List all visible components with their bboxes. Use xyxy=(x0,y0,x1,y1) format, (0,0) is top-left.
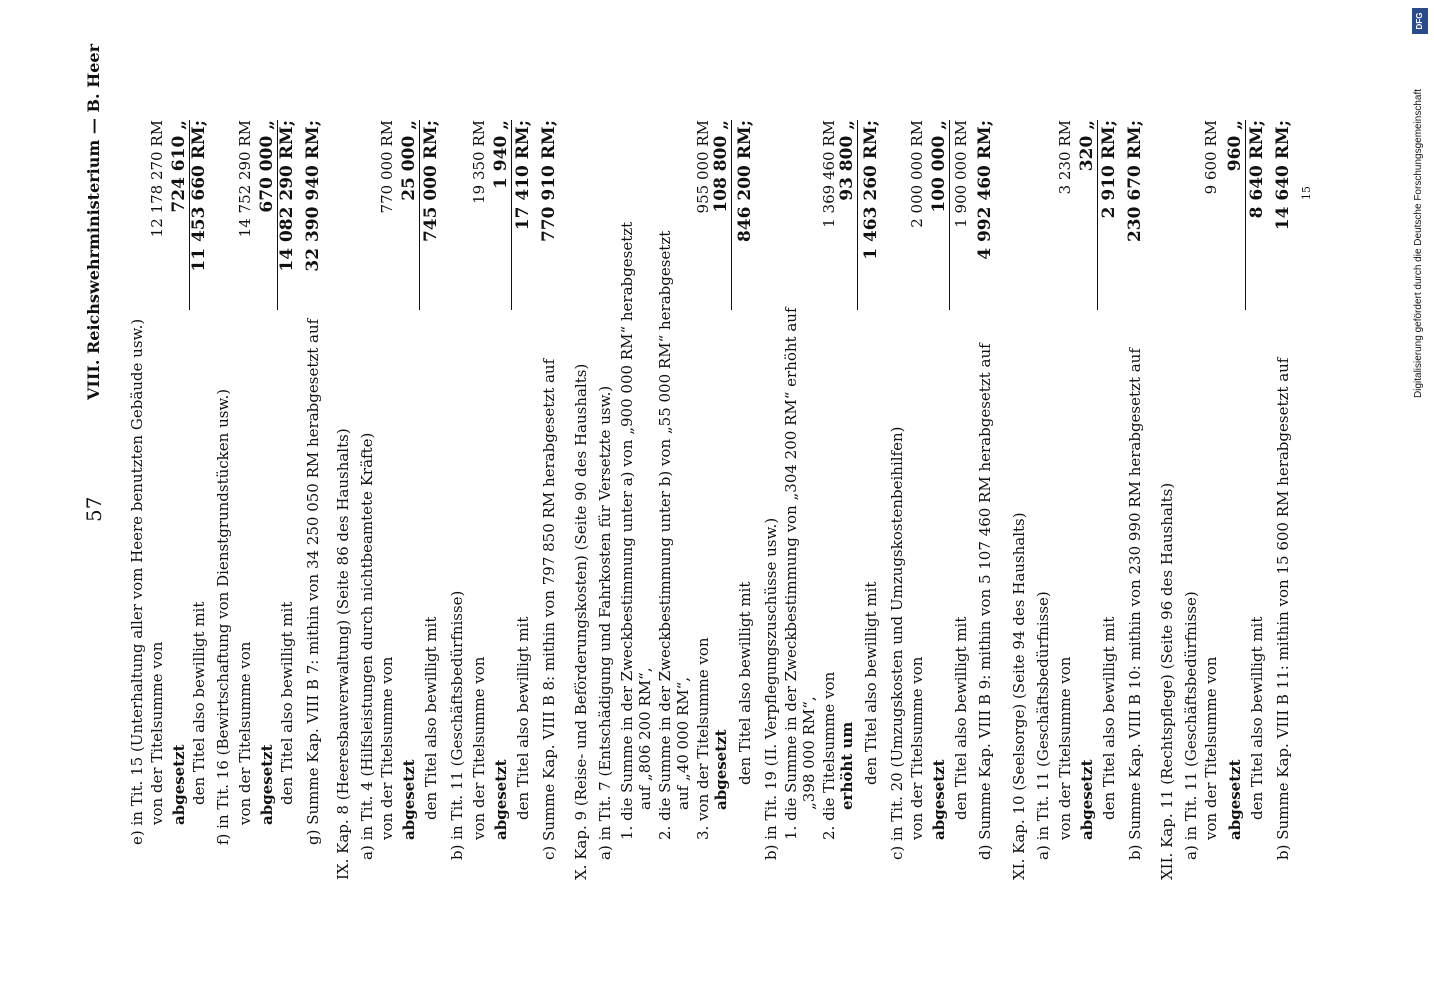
sum-rule xyxy=(511,120,512,310)
amount-ixa3: 745 000 RM; xyxy=(421,120,441,243)
line-ix: IX. Kap. 8 (Heeresbauverwaltung) (Seite 86 des Haushalts) xyxy=(334,428,352,880)
amount-xc2: 100 000 „ xyxy=(929,120,949,213)
amount-xd: 4 992 460 RM; xyxy=(975,120,995,260)
line-xa2b: auf „40 000 RM“, xyxy=(674,676,692,810)
line-xd: d) Summe Kap. VIII B 9: mithin von 5 107 460 RM herabgesetzt auf xyxy=(976,343,994,860)
sum-rule xyxy=(1097,120,1098,310)
amount-ixb1: 19 350 RM xyxy=(470,120,488,204)
amount-xia1: 3 230 RM xyxy=(1056,120,1074,195)
amount-xa3: 955 000 RM xyxy=(694,120,712,214)
line-ixa: a) in Tit. 4 (Hilfsleistungen durch nichtbeamtete Kräfte) xyxy=(358,432,376,860)
line-xa3c: den Titel also bewilligt mit xyxy=(736,581,754,785)
dfg-credit-strip xyxy=(1408,8,1430,398)
amount-xiia1: 9 600 RM xyxy=(1202,120,1220,195)
dfg-logo-text: DFG xyxy=(1415,12,1424,30)
amount-e1: 12 178 270 RM xyxy=(148,120,166,238)
line-f1: von der Titelsumme von xyxy=(236,641,254,825)
amount-f3: 14 082 290 RM; xyxy=(277,120,297,272)
amount-ixc: 770 910 RM; xyxy=(539,120,559,243)
line-f: f) in Tit. 16 (Bewirtschaftung von Dienstgrundstücken usw.) xyxy=(214,388,232,845)
line-e3: den Titel also bewilligt mit xyxy=(190,601,208,805)
amount-xiia2: 960 „ xyxy=(1225,120,1245,172)
line-ixa1: von der Titelsumme von xyxy=(378,656,396,840)
line-g: g) Summe Kap. VIII B 7: mithin von 34 250 050 RM herabgesetzt auf xyxy=(304,318,322,845)
line-xa1: 1. die Summe in der Zweckbestimmung unter a) von „900 000 RM“ herabgesetzt xyxy=(618,221,636,840)
line-e2: abgesetzt xyxy=(170,744,188,825)
line-xia1: von der Titelsumme von xyxy=(1056,656,1074,840)
amount-g: 32 390 940 RM; xyxy=(303,120,323,272)
line-xiia3: den Titel also bewilligt mit xyxy=(1248,616,1266,820)
dfg-logo xyxy=(1412,8,1428,34)
amount-xc1: 2 000 000 RM xyxy=(908,120,926,228)
line-xb1b: „398 000 RM“, xyxy=(800,696,818,810)
footer-mark: 15 xyxy=(1300,186,1313,200)
amount-xia2: 320 „ xyxy=(1077,120,1097,172)
line-xc2: abgesetzt xyxy=(930,759,948,840)
line-xii: XII. Kap. 11 (Rechtspflege) (Seite 96 des Haushalts) xyxy=(1158,482,1176,880)
running-header: VIII. Reichswehrministerium — B. Heer xyxy=(84,43,103,400)
line-ixb1: von der Titelsumme von xyxy=(470,656,488,840)
line-xb1: 1. die Summe in der Zweckbestimmung von „304 200 RM“ erhöht auf xyxy=(782,307,800,840)
line-f3: den Titel also bewilligt mit xyxy=(278,601,296,805)
line-xa1b: auf „806 200 RM“, xyxy=(636,667,654,810)
line-xia: a) in Tit. 11 (Geschäftsbedürfnisse) xyxy=(1034,591,1052,860)
amount-xa3c: 846 200 RM; xyxy=(735,120,755,243)
line-ixc: c) Summe Kap. VIII B 8: mithin von 797 850 RM herabgesetzt auf xyxy=(540,358,558,860)
line-xc3: den Titel also bewilligt mit xyxy=(952,616,970,820)
sum-rule xyxy=(1245,120,1246,310)
amount-xc3: 1 900 000 RM xyxy=(952,120,970,228)
amount-e2: 724 610 „ xyxy=(169,120,189,213)
amount-xb2b: 93 800 „ xyxy=(837,120,857,201)
line-ixb2: abgesetzt xyxy=(492,759,510,840)
line-xia2: abgesetzt xyxy=(1078,759,1096,840)
amount-f1: 14 752 290 RM xyxy=(236,120,254,238)
line-xib: b) Summe Kap. VIII B 10: mithin von 230 990 RM herabgesetzt auf xyxy=(1126,348,1144,860)
line-xa3: 3. von der Titelsumme von xyxy=(694,637,712,840)
line-xiib: b) Summe Kap. VIII B 11: mithin von 15 600 RM herabgesetzt auf xyxy=(1274,357,1292,860)
line-xb2: 2. die Titelsumme von xyxy=(820,671,838,840)
amount-ixa1: 770 000 RM xyxy=(378,120,396,214)
amount-ixb2: 1 940 „ xyxy=(491,120,511,189)
amount-xb2: 1 369 460 RM xyxy=(820,120,838,228)
line-xb2c: den Titel also bewilligt mit xyxy=(862,581,880,785)
sum-rule xyxy=(731,120,732,310)
line-ixb3: den Titel also bewilligt mit xyxy=(514,616,532,820)
line-xia3: den Titel also bewilligt mit xyxy=(1100,616,1118,820)
amount-xib: 230 670 RM; xyxy=(1125,120,1145,243)
sum-rule xyxy=(419,120,420,310)
line-xi: XI. Kap. 10 (Seelsorge) (Seite 94 des Haushalts) xyxy=(1010,512,1028,880)
amount-xiib: 14 640 RM; xyxy=(1273,120,1293,231)
line-f2: abgesetzt xyxy=(258,744,276,825)
amount-ixb3: 17 410 RM; xyxy=(513,120,533,231)
line-xa3b: abgesetzt xyxy=(712,729,730,810)
line-ixb: b) in Tit. 11 (Geschäftsbedürfnisse) xyxy=(448,590,466,860)
line-e1: von der Titelsumme von xyxy=(148,641,166,825)
line-xa2: 2. die Summe in der Zweckbestimmung unter b) von „55 000 RM“ herabgesetzt xyxy=(656,230,674,840)
amount-f2: 670 000 „ xyxy=(257,120,277,213)
dfg-credit-text: Digitalisierung gefördert durch die Deutsche Forschungsgemeinschaft xyxy=(1413,88,1424,398)
line-xiia1: von der Titelsumme von xyxy=(1202,656,1220,840)
line-xiia2: abgesetzt xyxy=(1226,759,1244,840)
line-x: X. Kap. 9 (Reise- und Beförderungskosten) (Seite 90 des Haushalts) xyxy=(572,363,590,880)
amount-xia3: 2 910 RM; xyxy=(1099,120,1119,219)
page-number: 57 xyxy=(82,496,106,522)
line-xc: c) in Tit. 20 (Umzugskosten und Umzugskostenbeihilfen) xyxy=(888,426,906,860)
sum-rule xyxy=(949,120,950,310)
line-ixa3: den Titel also bewilligt mit xyxy=(422,616,440,820)
amount-xiia3: 8 640 RM; xyxy=(1247,120,1267,219)
line-xa: a) in Tit. 7 (Entschädigung und Fahrkosten für Versetzte usw.) xyxy=(596,385,614,860)
line-xb2b: erhöht um xyxy=(838,721,856,810)
line-e: e) in Tit. 15 (Unterhaltung aller vom Heere benutzten Gebäude usw.) xyxy=(128,318,146,845)
sum-rule xyxy=(857,120,858,310)
line-xiia: a) in Tit. 11 (Geschäftsbedürfnisse) xyxy=(1182,591,1200,860)
line-xb: b) in Tit. 19 (II. Verpflegungszuschüsse usw.) xyxy=(762,517,780,860)
line-ixa2: abgesetzt xyxy=(400,759,418,840)
amount-xb2c: 1 463 260 RM; xyxy=(861,120,881,260)
line-xc1: von der Titelsumme von xyxy=(908,656,926,840)
amount-e3: 11 453 660 RM; xyxy=(189,120,209,272)
amount-ixa2: 25 000 „ xyxy=(399,120,419,201)
amount-xa3b: 108 800 „ xyxy=(711,120,731,213)
